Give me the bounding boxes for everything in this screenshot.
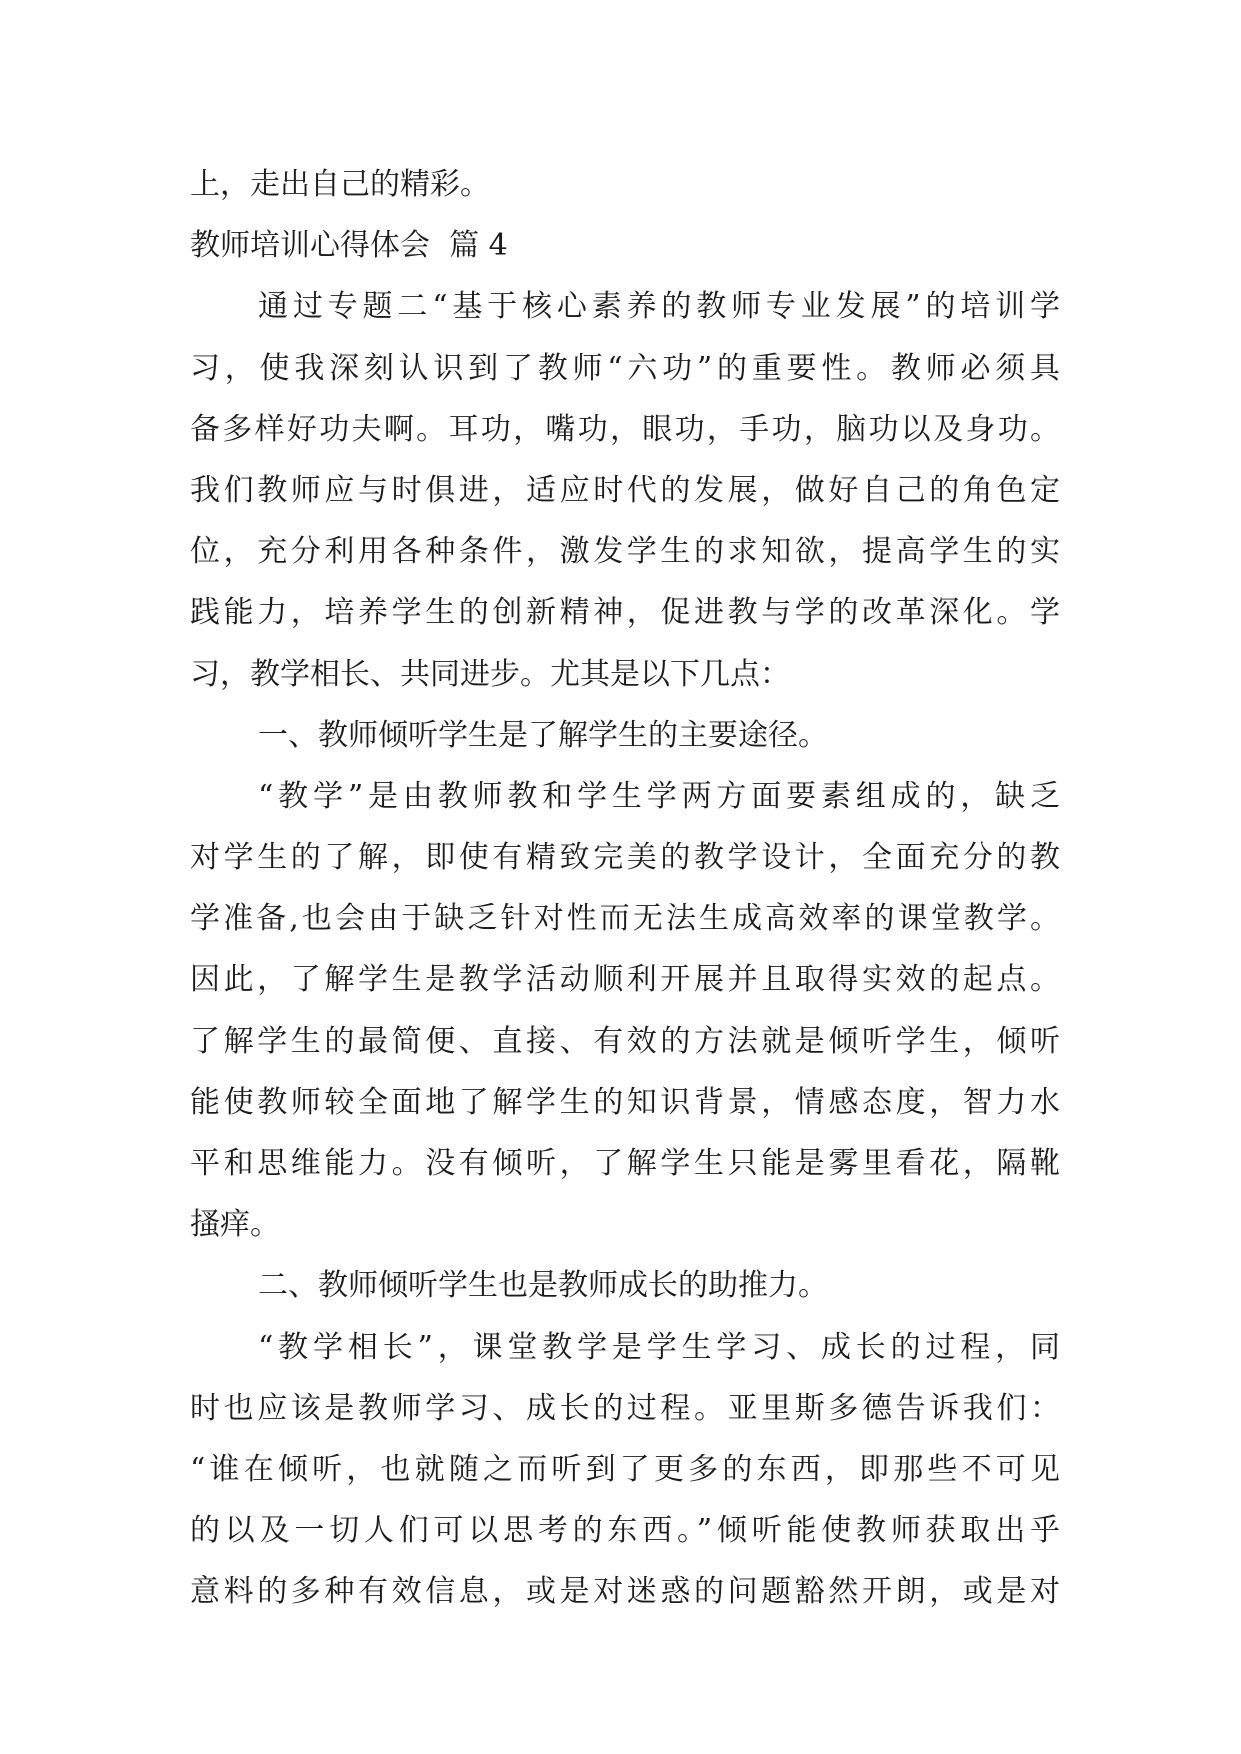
text-line: 平和思维能力。没有倾听，了解学生只能是雾里看花，隔靴 [190, 1146, 1060, 1181]
text-line: 通过专题二“基于核心素养的教师专业发展”的培训学 [258, 289, 1060, 325]
subheading: 二、教师倾听学生也是教师成长的助推力。 [258, 1268, 828, 1304]
paragraph [190, 276, 1060, 704]
text-line: 学准备,也会由于缺乏针对性而无法生成高效率的课堂教学。 [190, 901, 1060, 937]
text-line: “教学”是由教师教和学生学两方面要素组成的，缺乏 [258, 778, 1060, 814]
text-line: 意料的多种有效信息，或是对迷惑的问题豁然开朗，或是对 [190, 1574, 1060, 1610]
text-line: 我们教师应与时俱进，适应时代的发展，做好自己的角色定 [190, 472, 1060, 508]
document-page [190, 154, 1060, 1623]
text-line: 践能力，培养学生的创新精神，促进教与学的改革深化。学 [190, 595, 1060, 631]
text-line: 对学生的了解，即使有精致完美的教学设计，全面充分的教 [190, 840, 1060, 876]
subheading-paragraph [190, 1255, 1060, 1316]
text-line: 搔痒。 [190, 1207, 280, 1243]
text-line: 能使教师较全面地了解学生的知识背景，情感态度，智力水 [190, 1084, 1060, 1120]
paragraph [190, 1317, 1060, 1623]
subheading: 一、教师倾听学生是了解学生的主要途径。 [258, 717, 828, 753]
subheading-paragraph [190, 705, 1060, 766]
text-line: 习，使我深刻认识到了教师“六功”的重要性。教师必须具 [190, 350, 1060, 386]
text-line: 的以及一切人们可以思考的东西。”倾听能使教师获取出乎 [190, 1513, 1060, 1549]
text-line: 位，充分利用各种条件，激发学生的求知欲，提高学生的实 [190, 534, 1060, 570]
section-heading: 教师培训心得体会 篇 4 [190, 228, 508, 264]
text-line: 因此，了解学生是教学活动顺利开展并且取得实效的起点。 [190, 962, 1060, 998]
text-line: “教学相长”，课堂教学是学生学习、成长的过程，同 [258, 1329, 1060, 1365]
text-line: 习，教学相长、共同进步。尤其是以下几点： [190, 656, 790, 692]
continuation-paragraph [190, 154, 1060, 215]
text-line: 时也应该是教师学习、成长的过程。亚里斯多德告诉我们： [190, 1390, 1060, 1426]
paragraph [190, 766, 1060, 1256]
text-line: “谁在倾听，也就随之而听到了更多的东西，即那些不可见 [190, 1451, 1060, 1487]
text-line: 了解学生的最简便、直接、有效的方法就是倾听学生，倾听 [190, 1023, 1060, 1059]
text-line: 备多样好功夫啊。耳功，嘴功，眼功，手功，脑功以及身功。 [190, 411, 1060, 447]
text-line: 上，走出自己的精彩。 [190, 167, 490, 202]
